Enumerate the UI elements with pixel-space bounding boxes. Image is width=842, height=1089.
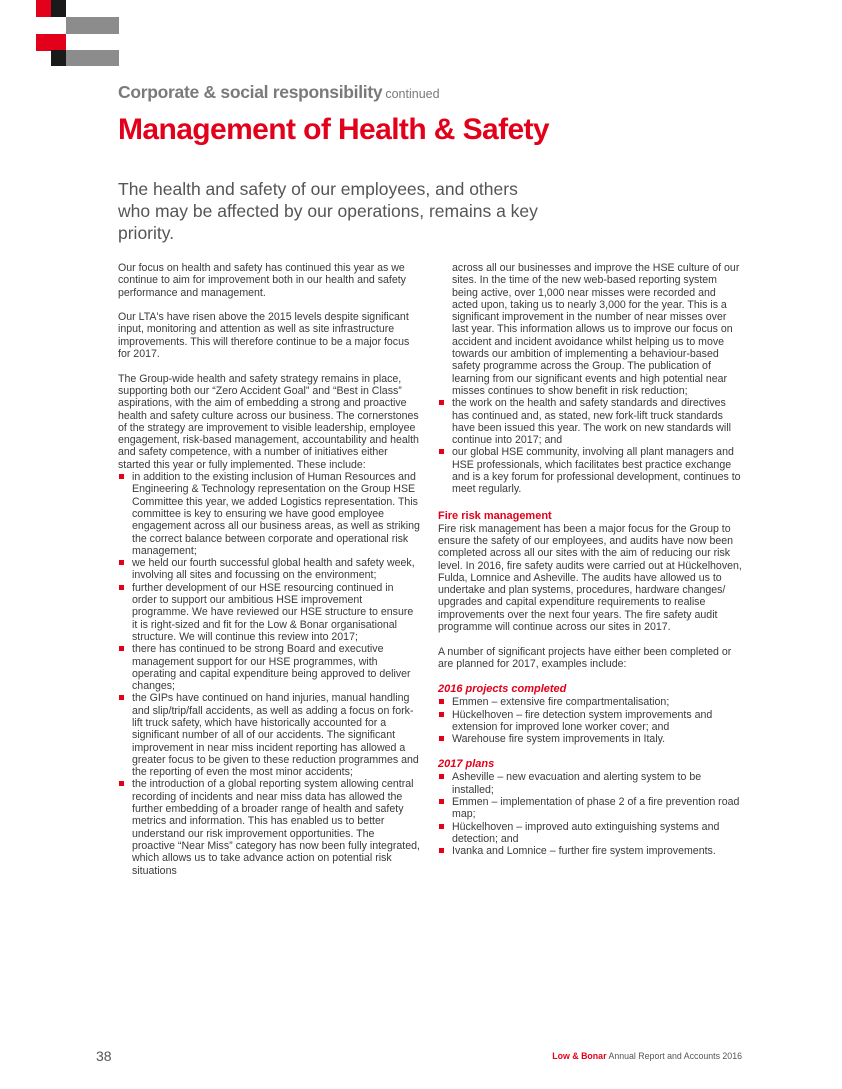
right-column bbox=[438, 262, 742, 857]
list-item: further development of our HSE resourcing continued in order to support our ambitious HSE improvement programme. We have reviewed our HSE structure to ensure it is right-sized and fit for the Low & Bonar organisational structure. We will continue this review into 2017; bbox=[118, 582, 420, 643]
list-item: Hückelhoven – improved auto extinguishing systems and detection; and bbox=[438, 821, 742, 846]
projects-2016-list bbox=[438, 696, 742, 745]
list-item: there has continued to be strong Board and executive management support for our HSE programmes, with operating and capital expenditure being approved to deliver changes; bbox=[118, 643, 420, 692]
paragraph: Our focus on health and safety has continued this year as we continue to aim for improvement both in our health and safety performance and management. bbox=[118, 262, 406, 299]
intro-text: The health and safety of our employees, and others who may be affected by our operations, remains a key priority. bbox=[118, 179, 538, 243]
list-item: Warehouse fire system improvements in Italy. bbox=[438, 733, 742, 745]
list-item: our global HSE community, involving all plant managers and HSE professionals, which facilitates best practice exchange and is a key forum for professional development, continues to meet regularly. bbox=[438, 446, 742, 495]
footer-brand: Low & Bonar bbox=[552, 1051, 607, 1061]
paragraph: The Group-wide health and safety strategy remains in place, supporting both our “Zero Accident Goal” and “Best in Class” aspirations, with the aim of embedding a strong and proactive health and safety culture across our business. The cornerstones of the strategy are improvement to visible leadership, employee engagement, risk-based management, accountability and health and safety competence, with a number of initiatives either started this year or fully implemented. These include: bbox=[118, 372, 419, 471]
paragraph: across all our businesses and improve the HSE culture of our sites. In the time of the new web-based reporting system being active, over 1,000 near misses were recorded and acted upon, taking us to nearly 3,000 for the year. This is a significant improvement in the number of near misses over last year. This information allows us to improve our focus on accident and incident avoidance whilst helping us to move towards our ambition of implementing a behaviour-based safety programme across the Group. The publication of learning from our significant events and high potential near misses continues to show benefit in risk reduction; bbox=[452, 262, 740, 397]
paragraph: Our LTA's have risen above the 2015 levels despite significant input, monitoring and attention as well as site infrastructure improvements. This will therefore continue to be a major focus for 2017. bbox=[118, 311, 410, 361]
fire-risk-heading: Fire risk management bbox=[438, 509, 552, 522]
section-continued: continued bbox=[385, 87, 440, 101]
logo-mark bbox=[0, 0, 120, 66]
footer-report: Annual Report and Accounts 2016 bbox=[608, 1051, 742, 1061]
list-item: Emmen – implementation of phase 2 of a fire prevention road map; bbox=[438, 796, 742, 821]
list-item: we held our fourth successful global health and safety week, involving all sites and focussing on the environment; bbox=[118, 557, 420, 582]
plans-2017-list bbox=[438, 771, 742, 857]
list-item: Hückelhoven – fire detection system improvements and extension for improved lone worker cover; and bbox=[438, 709, 742, 734]
list-item: Ivanka and Lomnice – further fire system improvements. bbox=[438, 845, 742, 857]
footer-report-title bbox=[552, 1051, 742, 1061]
list-item: the GIPs have continued on hand injuries, manual handling and slip/trip/fall accidents, as well as adding a focus on fork-lift truck safety, which have historically accounted for a significant number of all of our accidents. The significant improvement in near miss incident reporting has allowed a greater focus to be given to these reduction programmes and the reporting of even the most minor accidents; bbox=[118, 692, 420, 778]
list-item: Asheville – new evacuation and alerting system to be installed; bbox=[438, 771, 742, 796]
paragraph: A number of significant projects have either been completed or are planned for 2017, examples include: bbox=[438, 645, 732, 670]
page-title: Management of Health & Safety bbox=[118, 113, 550, 146]
left-column bbox=[118, 262, 420, 877]
list-item: in addition to the existing inclusion of Human Resources and Engineering & Technology representation on the Group HSE Committee this year, we added Logistics representation. This committee is key to ensuring we have good employee engagement across all our business areas, as well as striking the correct balance between corporate and operational risk management; bbox=[118, 471, 420, 557]
projects-2016-heading: 2016 projects completed bbox=[438, 683, 567, 696]
initiatives-list-continued bbox=[438, 397, 742, 495]
list-item: the introduction of a global reporting system allowing central recording of incidents and near miss data has allowed the further embedding of a broader range of health and safety metrics and information. This has enabled us to better understand our risk improvement opportunities. The proactive “Near Miss” category has now been fully integrated, which allows us to take advance action on potential risk situations bbox=[118, 778, 420, 876]
plans-2017-heading: 2017 plans bbox=[438, 758, 495, 771]
list-item: Emmen – extensive fire compartmentalisation; bbox=[438, 696, 742, 708]
section-title: Corporate & social responsibility bbox=[118, 82, 383, 102]
initiatives-list bbox=[118, 471, 420, 877]
list-item: the work on the health and safety standards and directives has continued and, as stated, new fork-lift truck standards have been issued this year. The work on new standards will continue into 2017; and bbox=[438, 397, 742, 446]
section-label bbox=[118, 82, 440, 103]
page-number: 38 bbox=[96, 1048, 112, 1064]
paragraph: Fire risk management has been a major focus for the Group to ensure the safety of our employees, and audits have now been completed across all our sites with the aim of reducing our risk level. In 2016, fire safety audits were carried out at Hückelhoven, Fulda, Lomnice and Asheville. The audits have allowed us to undertake and plan systems, procedures, hardware changes/ upgrades and capital expenditure requirements to realise improvements over the next four years. The fire safety audit programme will continue across our sites in 2017. bbox=[438, 522, 742, 634]
